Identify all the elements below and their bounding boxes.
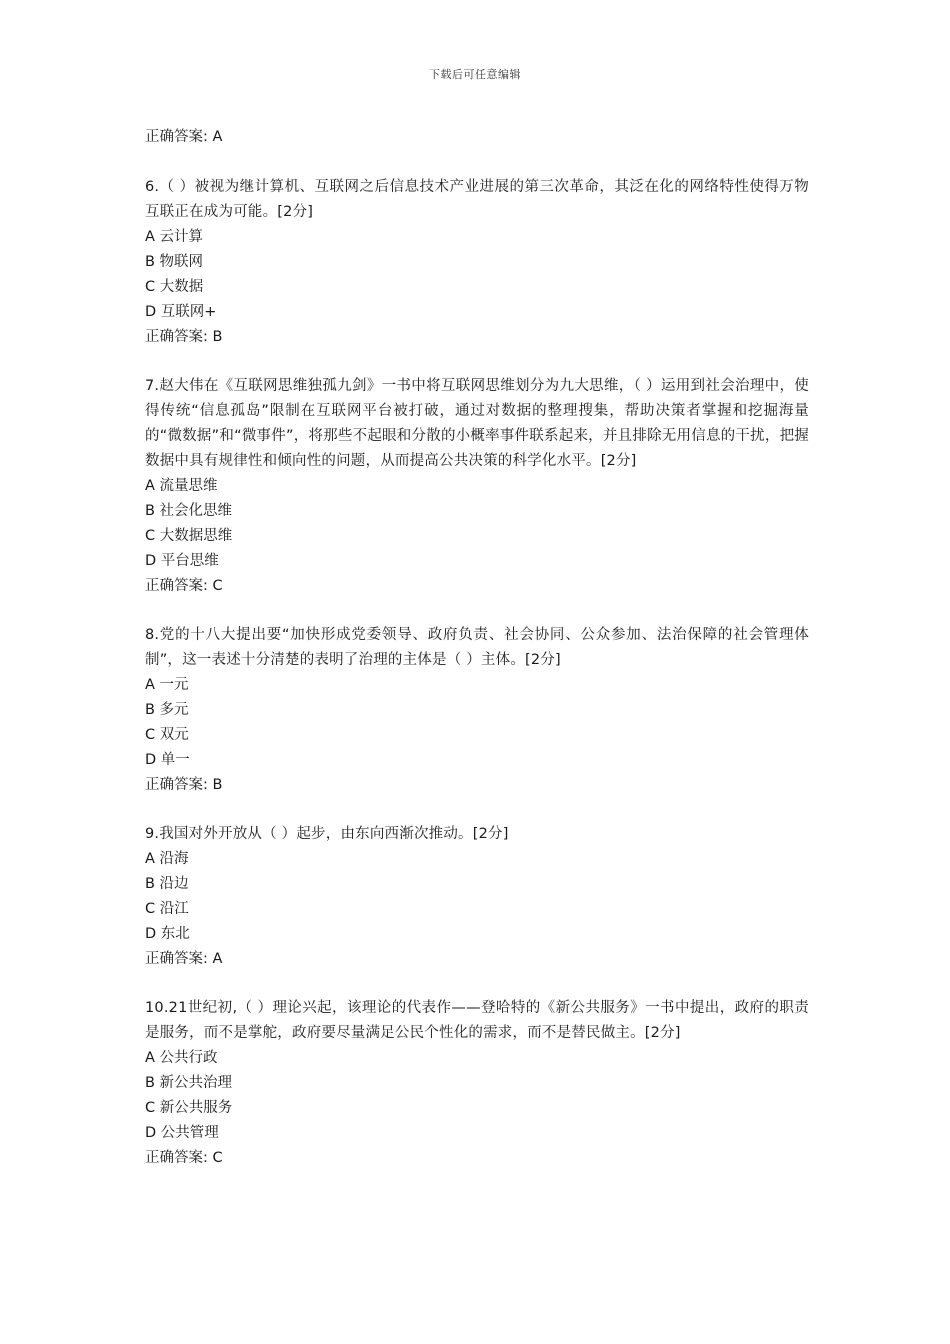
document-body <box>145 125 809 1195</box>
option-a: A 公共行政 <box>145 1050 218 1066</box>
option-d: D 单一 <box>145 752 190 768</box>
option-c: C 新公共服务 <box>145 1100 233 1116</box>
option-d: D 互联网+ <box>145 304 217 320</box>
option-c: C 沿江 <box>145 901 189 917</box>
question-10 <box>145 996 809 1171</box>
option-c: C 大数据 <box>145 279 204 295</box>
option-b: B 沿边 <box>145 876 189 892</box>
question-8 <box>145 623 809 798</box>
option-c: C 大数据思维 <box>145 528 233 544</box>
question-7 <box>145 374 809 599</box>
correct-answer: 正确答案: B <box>145 329 223 345</box>
question-9 <box>145 822 809 972</box>
page-header: 下载后可任意编辑 <box>429 68 521 81</box>
correct-answer: 正确答案: B <box>145 777 223 793</box>
option-b: B 多元 <box>145 702 189 718</box>
option-a: A 一元 <box>145 677 189 693</box>
correct-answer: 正确答案: C <box>145 1150 223 1166</box>
option-d: D 东北 <box>145 926 190 942</box>
question-text: 9.我国对外开放从（ ）起步，由东向西渐次推动。[2分] <box>145 826 509 842</box>
previous-answer: 正确答案: A <box>145 129 223 145</box>
option-a: A 流量思维 <box>145 478 218 494</box>
option-b: B 社会化思维 <box>145 503 233 519</box>
question-text: 7.赵大伟在《互联网思维独孤九剑》一书中将互联网思维划分为九大思维，（ ）运用到社会治理中，使得传统“信息孤岛”限制在互联网平台被打破，通过对数据的整理搜集，帮助决策者掌握和挖掘海量的“微数据”和“微事件”，将那些不起眼和分散的小概率事件联系起来，并且排除无用信息的干扰，把握数据中具有规律性和倾向性的问题，从而提高公共决策的科学化水平。[2分] <box>145 378 809 469</box>
option-d: D 公共管理 <box>145 1125 219 1141</box>
question-text: 6.（ ）被视为继计算机、互联网之后信息技术产业进展的第三次革命，其泛在化的网络特性使得万物互联正在成为可能。[2分] <box>145 179 809 220</box>
correct-answer: 正确答案: C <box>145 578 223 594</box>
option-d: D 平台思维 <box>145 553 219 569</box>
option-a: A 云计算 <box>145 229 204 245</box>
question-6 <box>145 175 809 350</box>
correct-answer: 正确答案: A <box>145 951 223 967</box>
option-b: B 新公共治理 <box>145 1075 233 1091</box>
option-c: C 双元 <box>145 727 189 743</box>
option-a: A 沿海 <box>145 851 189 867</box>
spacer <box>145 150 809 175</box>
option-b: B 物联网 <box>145 254 204 270</box>
question-text: 8.党的十八大提出要“加快形成党委领导、政府负责、社会协同、公众参加、法治保障的社会管理体制”，这一表述十分清楚的表明了治理的主体是（ ）主体。[2分] <box>145 627 809 668</box>
question-text: 10.21世纪初,（ ）理论兴起，该理论的代表作——登哈特的《新公共服务》一书中提出，政府的职责是服务，而不是掌舵，政府要尽量满足公民个性化的需求，而不是替民做主。[2分] <box>145 1000 809 1041</box>
